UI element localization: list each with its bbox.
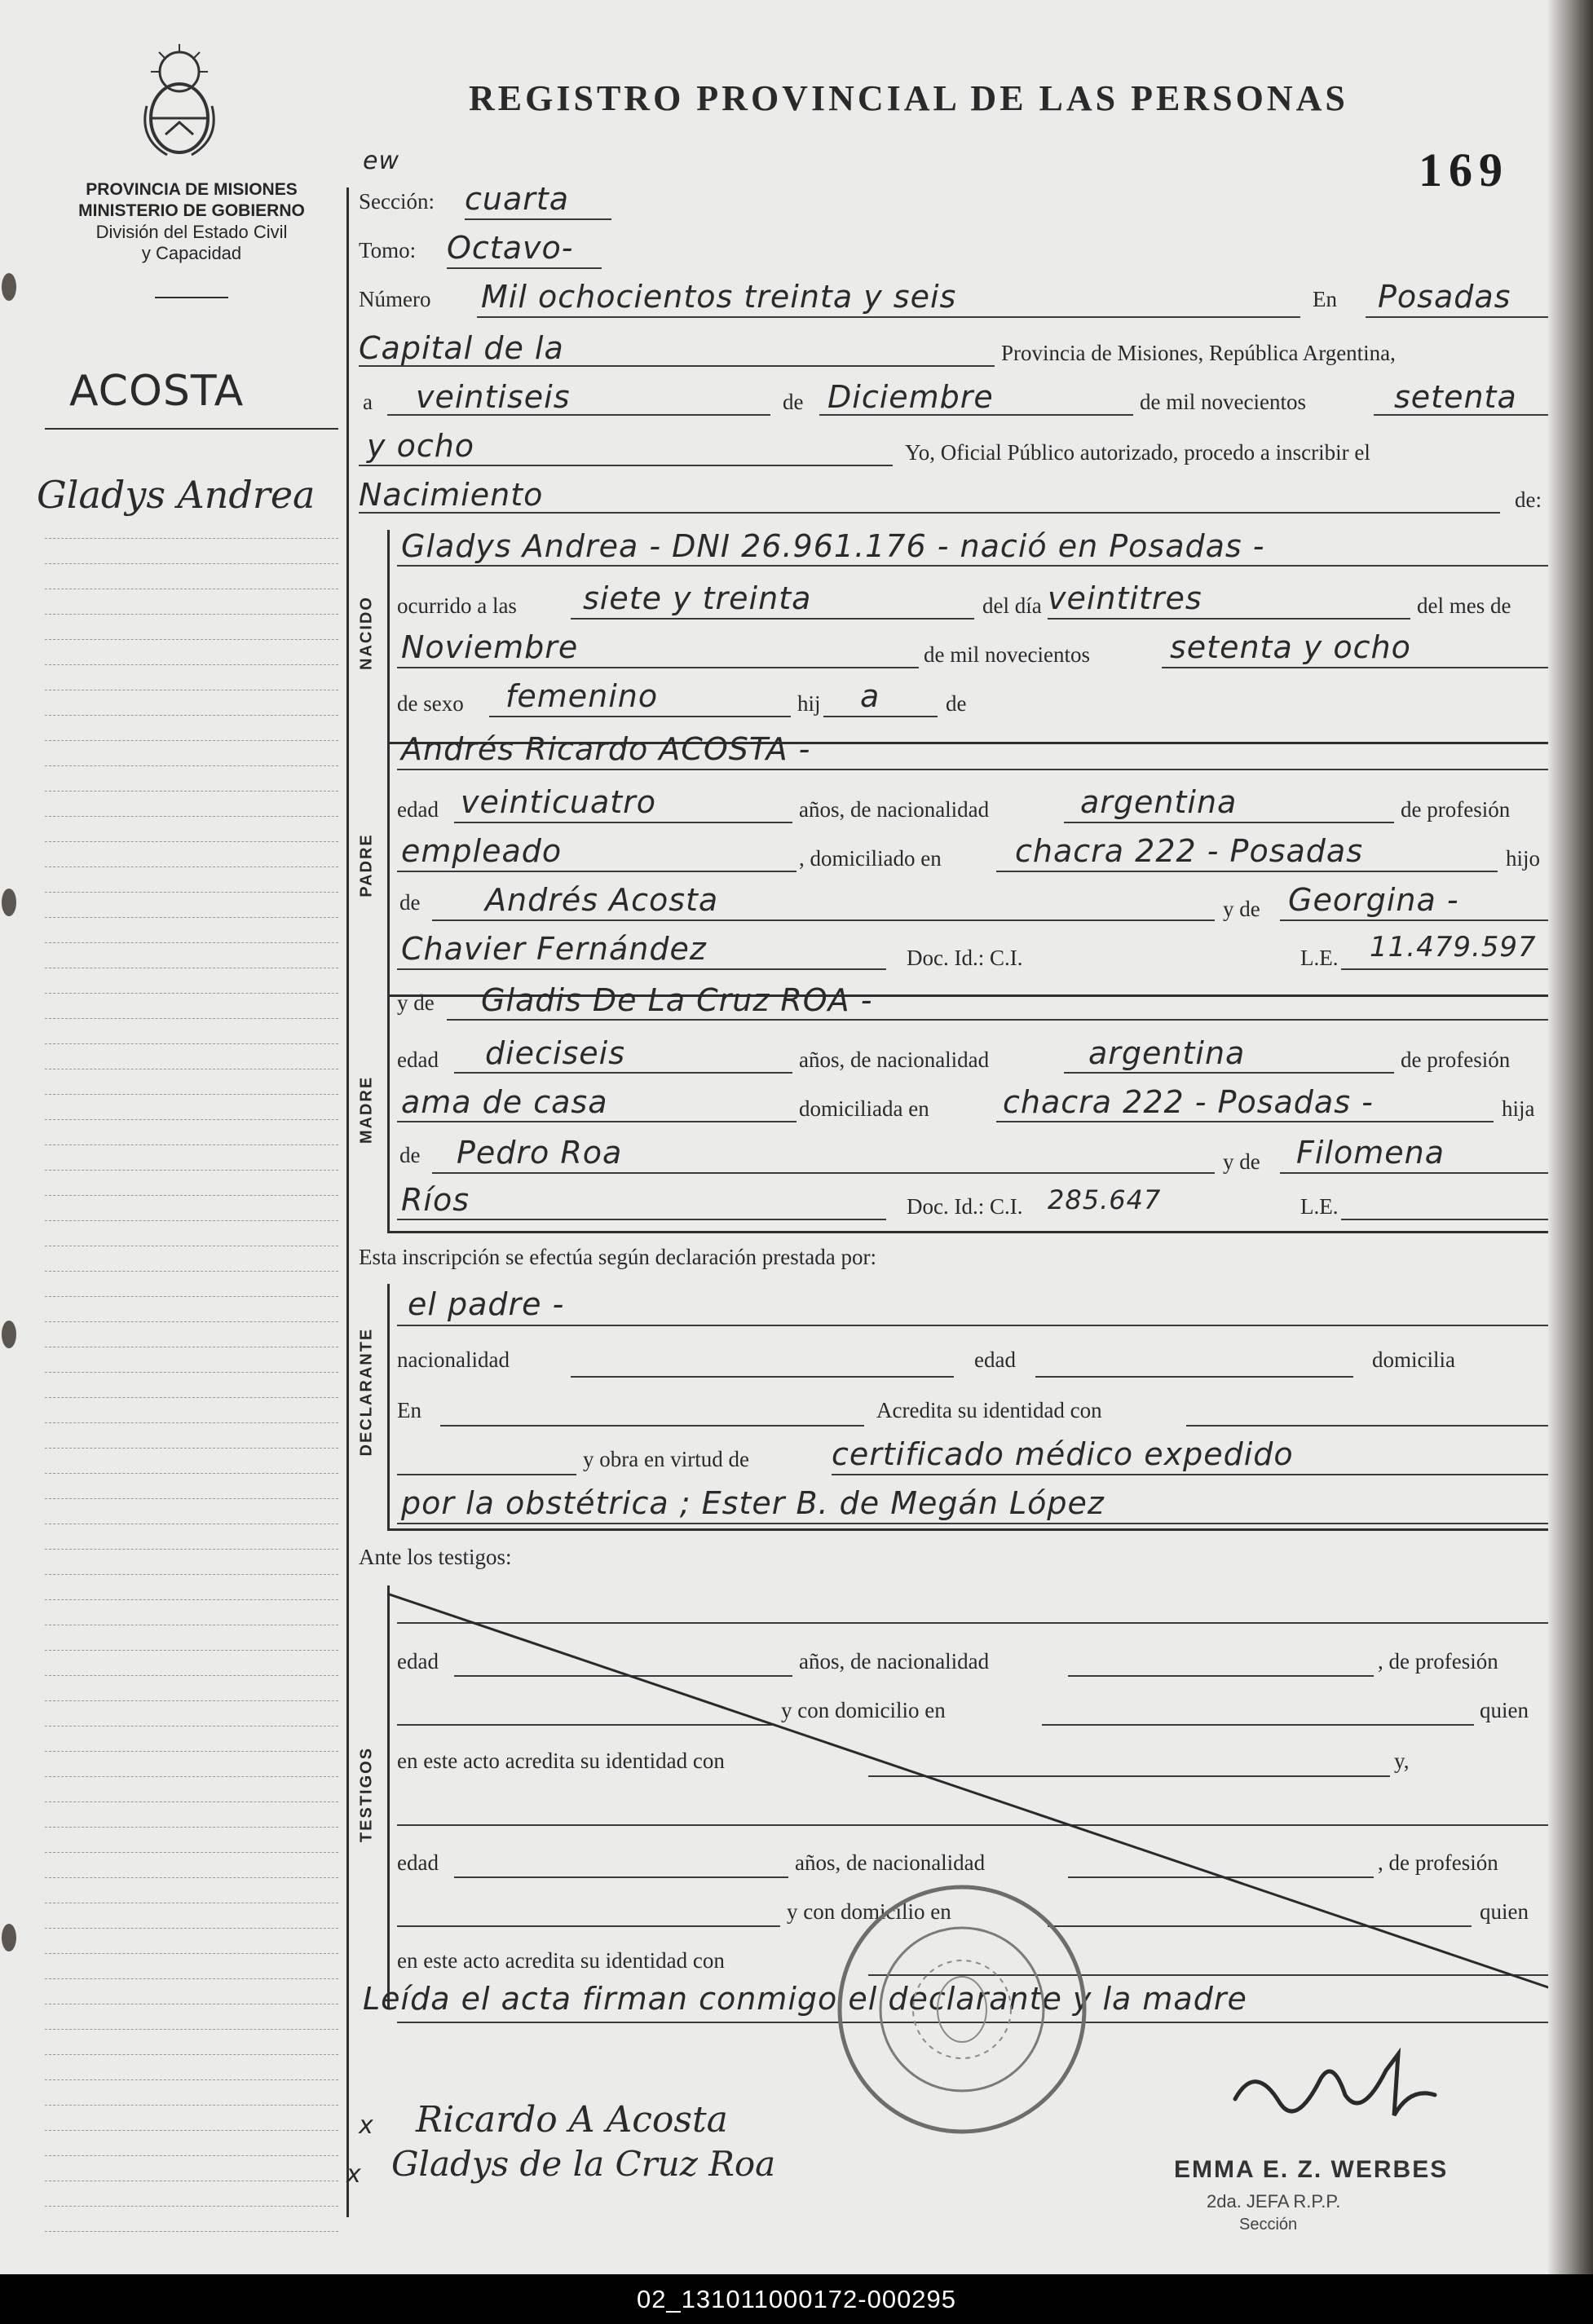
label-padre-docid: Doc. Id.: C.I. [907, 946, 1023, 970]
entry-madre-padre: Pedro Roa [457, 1135, 623, 1171]
entry-sexo: femenino [505, 678, 659, 714]
margin-rule [45, 791, 338, 792]
margin-rule [45, 1195, 338, 1196]
margin-rule [45, 1448, 338, 1449]
label-t2-profesion: , de profesión [1378, 1850, 1498, 1875]
label-decl-obra: y obra en virtud de [583, 1447, 749, 1471]
signature-mark-2: x [346, 2160, 362, 2189]
entry-anio-nac: setenta y ocho [1170, 629, 1411, 665]
entry-padre-dom: chacra 222 - Posadas [1015, 833, 1363, 869]
label-a: a [363, 390, 373, 414]
label-en: En [1313, 287, 1337, 311]
margin-rule [45, 1144, 338, 1145]
label-t1-edad: edad [397, 1649, 439, 1674]
label-de-mil-novecientos: de mil novecientos [924, 642, 1090, 667]
entry-en: Posadas [1378, 279, 1511, 315]
entry-acto: Nacimiento [359, 477, 544, 513]
field-line [1048, 618, 1410, 620]
entry-hora: siete y treinta [583, 580, 812, 616]
label-seccion: Sección: [359, 189, 435, 214]
entry-padre-le: 11.479.597 [1370, 931, 1537, 964]
entry-cierre: Leída el acta firman conmigo el declarante y la madre [363, 1981, 1247, 2017]
field-line [1280, 1172, 1553, 1174]
label-de-colon: de: [1515, 487, 1542, 512]
division-name: División del Estado Civil [95, 222, 288, 242]
field-line [1366, 316, 1553, 318]
margin-rule [45, 2206, 338, 2207]
margin-rule [45, 1827, 338, 1828]
binder-hole [2, 889, 16, 916]
margin-rule [45, 2105, 338, 2106]
margin-rule [45, 1978, 338, 1979]
entry-hij: a [860, 678, 880, 714]
margin-rule [45, 2130, 338, 2131]
entry-seccion: cuarta [465, 181, 570, 217]
entry-padre-prof: empleado [401, 833, 563, 869]
label-de-mil: de mil novecientos [1140, 390, 1306, 414]
circular-seal-icon [827, 1875, 1097, 2144]
label-y-de-madre-2: y de [1223, 1149, 1260, 1174]
margin-rule [45, 1751, 338, 1752]
margin-rule [45, 841, 338, 842]
entry-padre-nombre: Andrés Ricardo ACOSTA - [401, 731, 811, 767]
margin-rule [45, 942, 338, 943]
label-provincia: Provincia de Misiones, República Argentina, [1001, 341, 1396, 365]
margin-name-line [45, 428, 338, 430]
margin-rule [45, 1296, 338, 1297]
province-name: PROVINCIA DE MISIONES [86, 180, 298, 199]
field-line [359, 465, 893, 466]
entry-madre-nombre: Gladis De La Cruz ROA - [481, 982, 873, 1018]
entry-padre-edad: veinticuatro [461, 784, 656, 820]
margin-rule [45, 2029, 338, 2030]
section-rule [387, 1528, 1553, 1531]
margin-rule [45, 1473, 338, 1474]
field-line [1162, 667, 1553, 668]
official-section: Sección [1239, 2216, 1298, 2234]
margin-rule [45, 1574, 338, 1575]
field-line [397, 1325, 1555, 1326]
entry-nacido-nombre: Gladys Andrea - DNI 26.961.176 - nació en Posadas - [401, 528, 1265, 564]
label-de-sexo: de sexo [397, 691, 464, 716]
field-line [397, 1121, 796, 1122]
entry-madre-madre1: Filomena [1296, 1135, 1445, 1171]
entry-declarante: el padre - [408, 1286, 565, 1322]
label-yo: Yo, Oficial Público autorizado, procedo a inscribir el [905, 440, 1370, 465]
label-inscripcion: Esta inscripción se efectúa según declaración prestada por: [359, 1245, 876, 1269]
label-t1-profesion: , de profesión [1378, 1649, 1498, 1674]
margin-given-names: Gladys Andrea [37, 473, 316, 517]
margin-rule [45, 1700, 338, 1701]
entry-dia-nac: veintitres [1048, 580, 1202, 616]
label-padre-profesion: de profesión [1401, 797, 1511, 822]
margin-rule [45, 816, 338, 817]
field-line [447, 267, 602, 269]
entry-padre-padre: Andrés Acosta [485, 882, 719, 918]
label-padre-le: L.E. [1300, 946, 1339, 970]
field-line [1064, 822, 1394, 823]
field-line [440, 1425, 864, 1427]
label-t2-edad: edad [397, 1850, 439, 1875]
entry-tomo: Octavo- [447, 230, 574, 266]
margin-rule [45, 740, 338, 741]
entry-madre-edad: dieciseis [485, 1035, 626, 1071]
entry-anio2: y ocho [367, 428, 475, 464]
label-decl-en: En [397, 1398, 421, 1422]
entry-numero: Mil ochocientos treinta y seis [481, 279, 957, 315]
entry-dia: veintiseis [416, 379, 571, 415]
label-padre-domicilio: , domiciliado en [799, 846, 942, 871]
label-madre-le: L.E. [1300, 1194, 1339, 1219]
field-line [571, 618, 974, 620]
margin-rule [45, 1675, 338, 1676]
entry-anio1: setenta [1394, 379, 1517, 415]
label-madre-profesion: de profesión [1401, 1047, 1511, 1072]
official-subtitle: 2da. JEFA R.P.P. [1207, 2191, 1341, 2212]
label-padre-edad: edad [397, 797, 439, 822]
margin-rule [45, 892, 338, 893]
margin-rule [45, 1776, 338, 1777]
section-padre: PADRE [357, 833, 376, 897]
margin-rule [45, 917, 338, 918]
field-line [1280, 919, 1553, 921]
field-line [489, 716, 791, 717]
field-line [1064, 1072, 1394, 1074]
signature-mother: Gladys de la Cruz Roa [391, 2144, 776, 2184]
entry-madre-ci: 285.647 [1048, 1184, 1162, 1215]
label-hijo: hijo [1506, 846, 1541, 871]
margin-rule [45, 993, 338, 994]
margin-rule [45, 1321, 338, 1322]
section-column [387, 530, 390, 1231]
margin-surname: ACOSTA [69, 367, 245, 416]
label-t1-quien: quien [1480, 1698, 1529, 1722]
margin-rule [45, 1650, 338, 1651]
margin-rule [45, 2231, 338, 2232]
label-hij: hij [797, 691, 821, 716]
entry-certificado1: certificado médico expedido [832, 1436, 1294, 1472]
header-divider [155, 297, 228, 298]
footer-filename: 02_131011000172-000295 [0, 2274, 1593, 2324]
label-t2-anios: años, de nacionalidad [795, 1850, 986, 1875]
entry-madre-nac: argentina [1088, 1035, 1246, 1071]
label-t1-acredita: en este acto acredita su identidad con [397, 1749, 725, 1773]
margin-rule [45, 614, 338, 615]
field-line [397, 667, 919, 668]
margin-rule [45, 1018, 338, 1019]
label-madre-domicilio: domiciliada en [799, 1096, 929, 1121]
label-de-2: de [946, 691, 967, 716]
entry-madre-prof: ama de casa [401, 1084, 608, 1120]
label-y-de-madre: y de [397, 990, 435, 1015]
margin-rule [45, 1220, 338, 1221]
field-line [397, 1219, 886, 1220]
ministry-name: MINISTERIO DE GOBIERNO [78, 201, 305, 220]
section-rule [387, 1231, 1553, 1233]
frame-left [346, 187, 349, 2217]
field-line [832, 1474, 1553, 1475]
margin-rule [45, 1397, 338, 1398]
margin-rule [45, 2054, 338, 2055]
field-line [447, 1019, 1553, 1021]
margin-rule [45, 1498, 338, 1499]
margin-rule [45, 1372, 338, 1373]
label-tomo: Tomo: [359, 238, 417, 262]
margin-rule [45, 664, 338, 665]
margin-rule [45, 1877, 338, 1878]
margin-rule [45, 1928, 338, 1929]
label-hija: hija [1502, 1096, 1535, 1121]
label-de-madre-padre: de [399, 1143, 421, 1167]
field-line [1186, 1425, 1553, 1427]
margin-rule [45, 563, 338, 564]
margin-rule [45, 1852, 338, 1853]
binder-hole [2, 1924, 16, 1951]
label-t1-anios: años, de nacionalidad [799, 1649, 990, 1674]
section-nacido: NACIDO [357, 596, 376, 670]
field-line [397, 871, 796, 872]
field-line [432, 919, 1215, 921]
margin-rule [45, 1094, 338, 1095]
section-madre: MADRE [357, 1075, 376, 1144]
margin-rule [45, 1043, 338, 1044]
binder-hole [2, 1321, 16, 1348]
margin-rule [45, 715, 338, 716]
entry-padre-madre1: Georgina - [1288, 882, 1459, 918]
field-line [432, 1172, 1215, 1174]
field-line [454, 1072, 792, 1074]
section-declarante: DECLARANTE [357, 1327, 376, 1457]
coat-of-arms-icon [135, 41, 224, 163]
official-signature-icon [1223, 2038, 1451, 2136]
margin-rule [45, 1953, 338, 1954]
margin-rule [45, 2155, 338, 2156]
label-decl-acredita: Acredita su identidad con [876, 1398, 1102, 1422]
field-line [1341, 1219, 1553, 1220]
province-header [45, 179, 338, 264]
field-line [477, 316, 1300, 318]
margin-rule [45, 1170, 338, 1171]
margin-rule [45, 1422, 338, 1423]
label-t2-quien: quien [1480, 1899, 1529, 1924]
label-t2-acredita: en este acto acredita su identidad con [397, 1948, 725, 1973]
division-name-2: y Capacidad [141, 243, 242, 263]
field-line [571, 1376, 954, 1378]
entry-mes: Diciembre [827, 379, 994, 415]
field-line [397, 1474, 576, 1475]
field-line [465, 218, 611, 220]
official-name: EMMA E. Z. WERBES [1174, 2156, 1449, 2183]
field-line [397, 565, 1555, 567]
label-padre-anios: años, de nacionalidad [799, 797, 990, 822]
label-madre-docid: Doc. Id.: C.I. [907, 1194, 1023, 1219]
entry-capital: Capital de la [359, 330, 564, 366]
label-t1-domicilio: y con domicilio en [781, 1698, 946, 1722]
field-line [1341, 968, 1553, 970]
margin-rule [45, 1549, 338, 1550]
entry-madre-dom: chacra 222 - Posadas - [1003, 1084, 1374, 1120]
field-line [454, 822, 792, 823]
signature-father: Ricardo A Acosta [416, 2099, 728, 2141]
entry-madre-madre2: Ríos [401, 1182, 470, 1218]
label-decl-domicilia: domicilia [1372, 1347, 1455, 1372]
act-number: 169 [1419, 143, 1509, 196]
field-line [996, 1121, 1494, 1122]
label-ante: Ante los testigos: [359, 1545, 512, 1569]
section-testigos: TESTIGOS [357, 1746, 376, 1843]
field-line [1035, 1376, 1353, 1378]
label-numero: Número [359, 287, 431, 311]
field-line [397, 1523, 1555, 1524]
section-column [387, 1284, 390, 1528]
label-del-dia: del día [982, 593, 1042, 618]
margin-annotation: ew [363, 147, 399, 175]
margin-rule [45, 1271, 338, 1272]
label-de-padre-padre: de [399, 890, 421, 915]
margin-rule [45, 639, 338, 640]
margin-rule [45, 1801, 338, 1802]
signature-mark-1: x [359, 2111, 374, 2140]
label-decl-edad: edad [974, 1347, 1016, 1372]
label-decl-nacionalidad: nacionalidad [397, 1347, 510, 1372]
field-line [996, 871, 1498, 872]
label-madre-edad: edad [397, 1047, 439, 1072]
label-t1-y: y, [1394, 1749, 1410, 1773]
document-title: REGISTRO PROVINCIAL DE LAS PERSONAS [469, 78, 1348, 118]
entry-mes-nac: Noviembre [401, 629, 579, 665]
margin-rule [45, 538, 338, 539]
field-line [397, 769, 1555, 770]
entry-certificado2: por la obstétrica ; Ester B. de Megán López [401, 1485, 1105, 1521]
margin-rule [45, 2079, 338, 2080]
entry-padre-nac: argentina [1080, 784, 1238, 820]
label-madre-anios: años, de nacionalidad [799, 1047, 990, 1072]
field-line [397, 968, 886, 970]
margin-rule [45, 1599, 338, 1600]
binder-hole [2, 273, 16, 301]
margin-rule [45, 765, 338, 766]
entry-padre-madre2: Chavier Fernández [401, 931, 707, 967]
label-del-mes: del mes de [1417, 593, 1511, 618]
margin-rule [45, 1119, 338, 1120]
label-de: de [783, 390, 804, 414]
field-line [823, 716, 938, 717]
label-t2-domicilio: y con domicilio en [787, 1899, 951, 1924]
label-y-de-padre: y de [1223, 897, 1260, 921]
label-ocurrido: ocurrido a las [397, 593, 517, 618]
